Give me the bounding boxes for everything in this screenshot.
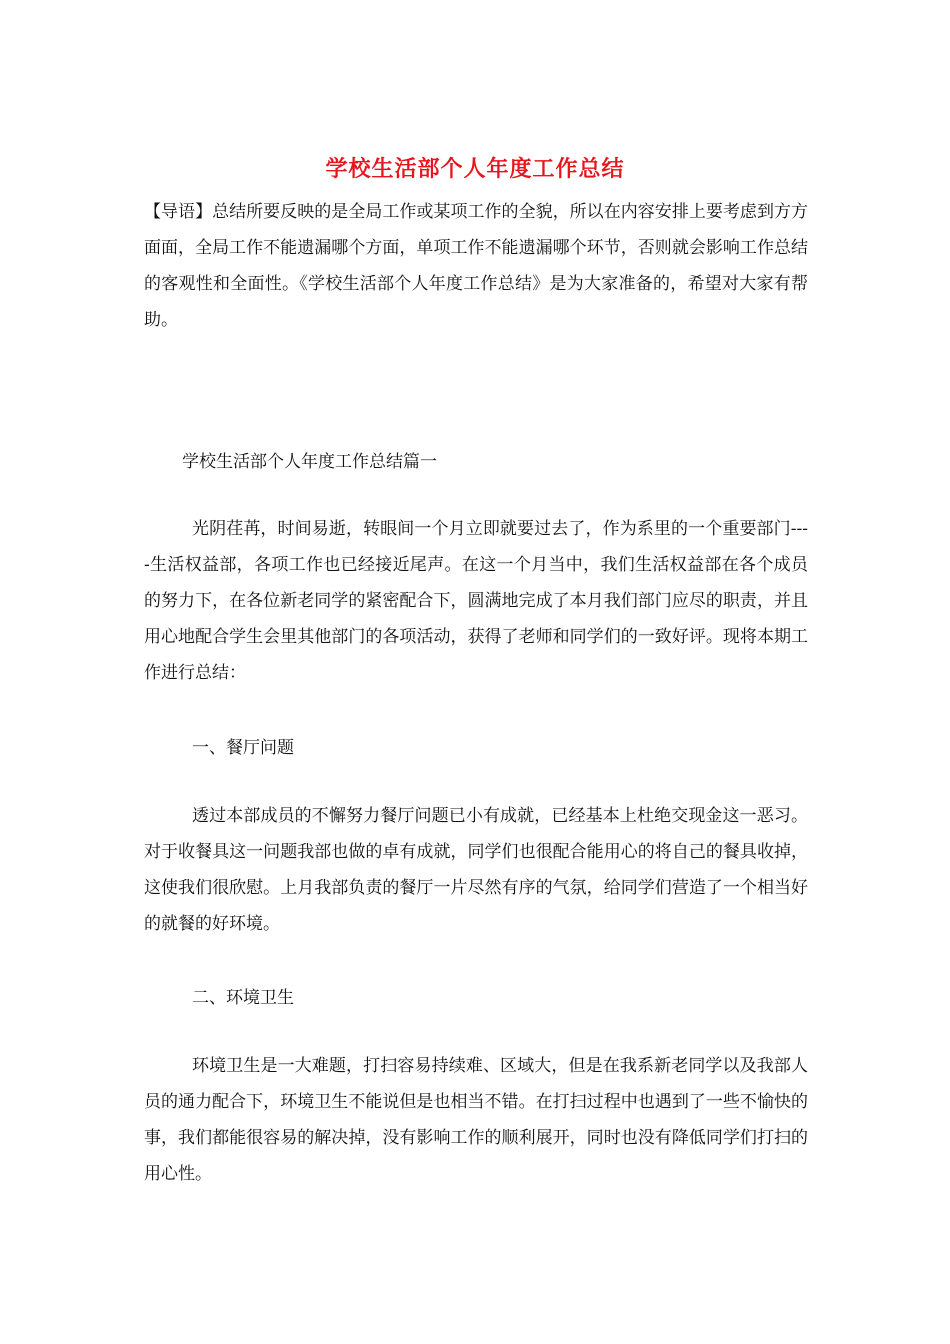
document-title: 学校生活部个人年度工作总结 [325,156,625,182]
section-title: 学校生活部个人年度工作总结篇一 [182,452,437,472]
intro-paragraph: 【导语】总结所要反映的是全局工作或某项工作的全貌，所以在内容安排上要考虑到方方面面，全局工作不能遗漏哪个方面，单项工作不能遗漏哪个环节，否则就会影响工作总结的客观性和全面性。《学校生活部个人年度工作总结》是为大家准备的，希望对大家有帮助。 [144,202,808,330]
body-paragraph-1: 光阴荏苒，时间易逝，转眼间一个月立即就要过去了，作为系里的一个重要部门----生活权益部，各项工作也已经接近尾声。在这一个月当中，我们生活权益部在各个成员的努力下，在各位新老同学的紧密配合下，圆满地完成了本月我们部门应尽的职责，并且用心地配合学生会里其他部门的各项活动，获得了老师和同学们的一致好评。现将本期工作进行总结： [144,519,808,683]
body-paragraph-2: 透过本部成员的不懈努力餐厅问题已小有成就，已经基本上杜绝交现金这一恶习。对于收餐具这一问题我部也做的卓有成就，同学们也很配合能用心的将自己的餐具收掉，这使我们很欣慰。上月我部负责的餐厅一片尽然有序的气氛，给同学们营造了一个相当好的就餐的好环境。 [144,806,808,934]
body-paragraph-3: 环境卫生是一大难题，打扫容易持续难、区域大，但是在我系新老同学以及我部人员的通力配合下，环境卫生不能说但是也相当不错。在打扫过程中也遇到了一些不愉快的事，我们都能很容易的解决掉，没有影响工作的顺利展开，同时也没有降低同学们打扫的用心性。 [144,1056,808,1184]
subheading-environment: 二、环境卫生 [192,988,294,1008]
subheading-canteen: 一、餐厅问题 [192,738,294,758]
